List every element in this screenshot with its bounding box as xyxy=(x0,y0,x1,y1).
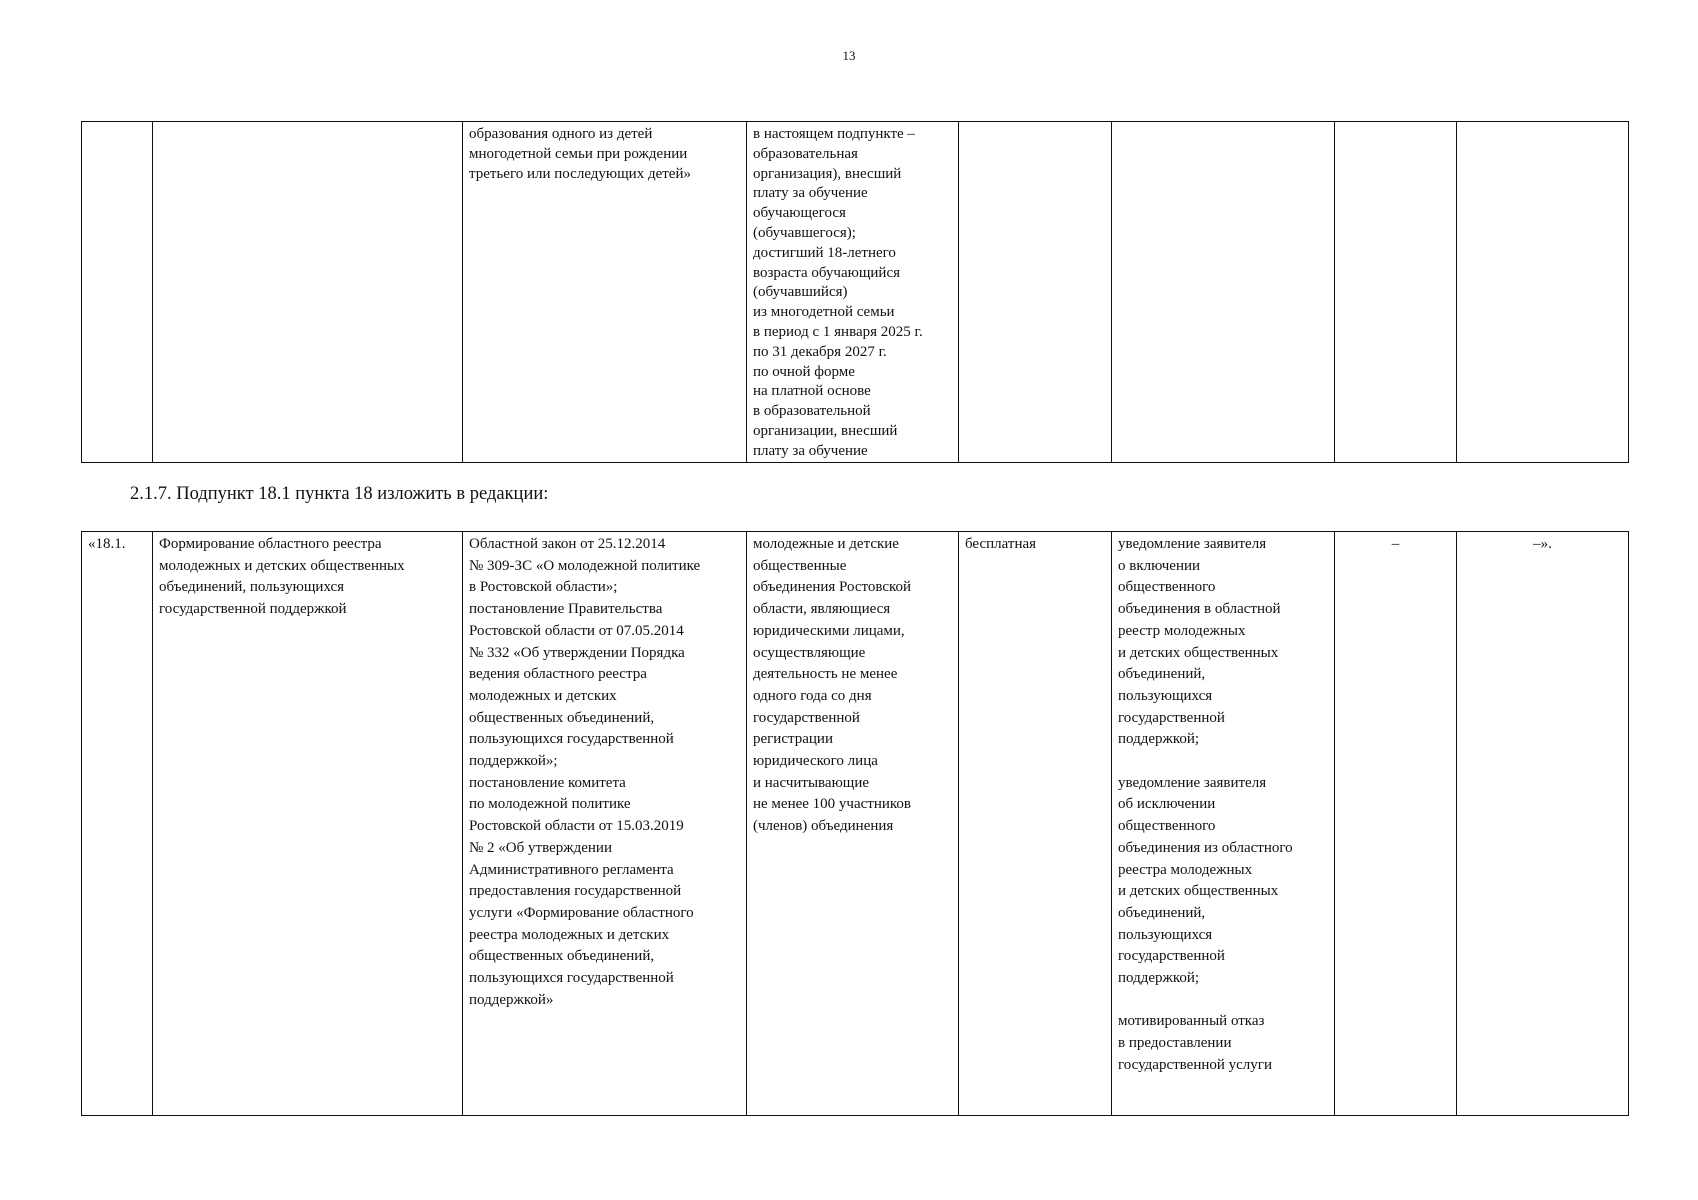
section-heading: 2.1.7. Подпункт 18.1 пункта 18 изложить в редакции: xyxy=(130,484,549,504)
cell-result: уведомление заявителя о включении общественного объединения в областной реестр молодежных и детских общественных объединений, пользующихся государственной поддержкой; уведомление заявителя об исключении общественного объединения из областного реестра молодежных и детских общественных объединений, пользующихся государственной поддержкой; мотивированный отказ в предоставлении государственной услуги xyxy=(1112,532,1335,1116)
cell-legal-basis: Областной закон от 25.12.2014 № 309-ЗС «О молодежной политике в Ростовской области»; постановление Правительства Ростовской области от 07.05.2014 № 332 «Об утверждении Порядка ведения областного реестра молодежных и детских общественных объединений, пользующихся государственной поддержкой»; постановление комитета по молодежной политике Ростовской области от 15.03.2019 № 2 «Об утверждении Административного регламента предоставления государственной услуги «Формирование областного реестра молодежных и детских общественных объединений, пользующихся государственной поддержкой» xyxy=(463,532,747,1116)
cell-number: «18.1. xyxy=(82,532,153,1116)
table-row xyxy=(82,122,1629,463)
cell-legal-basis: образования одного из детей многодетной семьи при рождении третьего или последующих детей» xyxy=(463,122,747,463)
page-number: 13 xyxy=(842,48,856,63)
cell-cost: бесплатная xyxy=(959,532,1112,1116)
cell-recipients: молодежные и детские общественные объединения Ростовской области, являющиеся юридическими лицами, осуществляющие деятельность не менее одного года со дня государственной регистрации юридического лица и насчитывающие не менее 100 участников (членов) объединения xyxy=(747,532,959,1116)
cell-col8 xyxy=(1457,122,1629,463)
cell-col8: –». xyxy=(1457,532,1629,1116)
table-row xyxy=(82,532,1629,1116)
continuation-table xyxy=(81,121,1629,463)
cell-col7 xyxy=(1335,122,1457,463)
cell-number xyxy=(82,122,153,463)
cell-service-name xyxy=(153,122,463,463)
cell-service-name: Формирование областного реестра молодежных и детских общественных объединений, пользующихся государственной поддержкой xyxy=(153,532,463,1116)
cell-result xyxy=(1112,122,1335,463)
cell-cost xyxy=(959,122,1112,463)
cell-col7: – xyxy=(1335,532,1457,1116)
amendment-table xyxy=(81,531,1629,1116)
cell-recipients: в настоящем подпункте – образовательная организация), внесший плату за обучение обучающегося (обучавшегося); достигший 18-летнего возраста обучающийся (обучавшийся) из многодетной семьи в период с 1 января 2025 г. по 31 декабря 2027 г. по очной форме на платной основе в образовательной организации, внесший плату за обучение xyxy=(747,122,959,463)
